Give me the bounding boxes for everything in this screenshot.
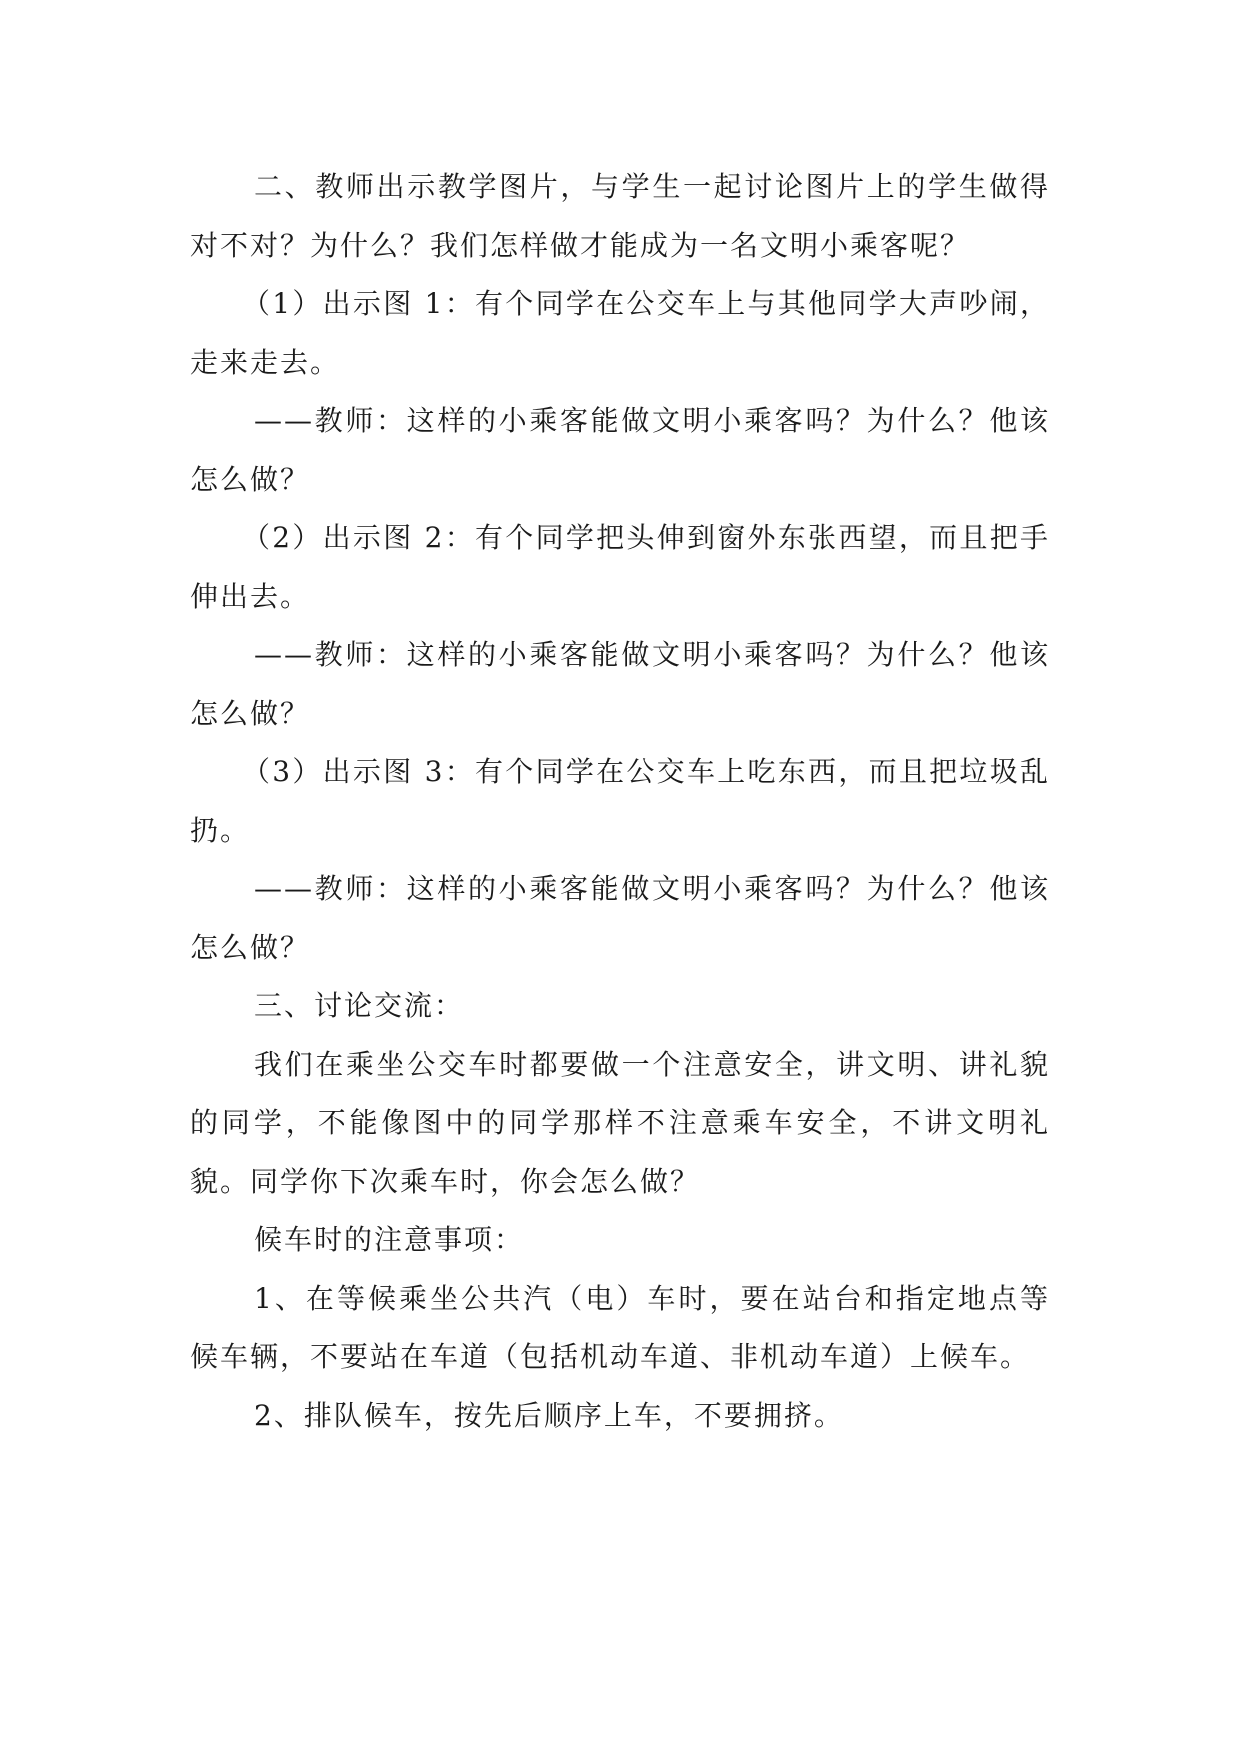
picture-3-paragraph: （3）出示图 3：有个同学在公交车上吃东西，而且把垃圾乱扔。 — [190, 755, 1050, 847]
teacher-question-3-paragraph: ——教师：这样的小乘客能做文明小乘客吗？为什么？他该怎么做？ — [190, 872, 1050, 964]
section-three-heading: 三、讨论交流： — [254, 989, 465, 1022]
document-body — [190, 158, 1050, 1445]
waiting-notes-heading: 候车时的注意事项： — [254, 1223, 525, 1256]
teacher-question-1-paragraph: ——教师：这样的小乘客能做文明小乘客吗？为什么？他该怎么做？ — [190, 404, 1050, 496]
picture-2-paragraph: （2）出示图 2：有个同学把头伸到窗外东张西望，而且把手伸出去。 — [190, 521, 1050, 613]
picture-1-paragraph: （1）出示图 1：有个同学在公交车上与其他同学大声吵闹，走来走去。 — [190, 287, 1050, 379]
section-two-heading-paragraph: 二、教师出示教学图片，与学生一起讨论图片上的学生做得对不对？为什么？我们怎样做才能成为一名文明小乘客呢？ — [190, 170, 1050, 262]
waiting-note-1-paragraph: 1、在等候乘坐公共汽（电）车时，要在站台和指定地点等候车辆，不要站在车道（包括机动车道、非机动车道）上候车。 — [190, 1281, 1050, 1373]
teacher-question-2-paragraph: ——教师：这样的小乘客能做文明小乘客吗？为什么？他该怎么做？ — [190, 638, 1050, 730]
waiting-note-2-paragraph: 2、排队候车，按先后顺序上车，不要拥挤。 — [254, 1398, 844, 1432]
discussion-paragraph: 我们在乘坐公交车时都要做一个注意安全，讲文明、讲礼貌的同学，不能像图中的同学那样不注意乘车安全，不讲文明礼貌。同学你下次乘车时，你会怎么做？ — [190, 1047, 1050, 1198]
